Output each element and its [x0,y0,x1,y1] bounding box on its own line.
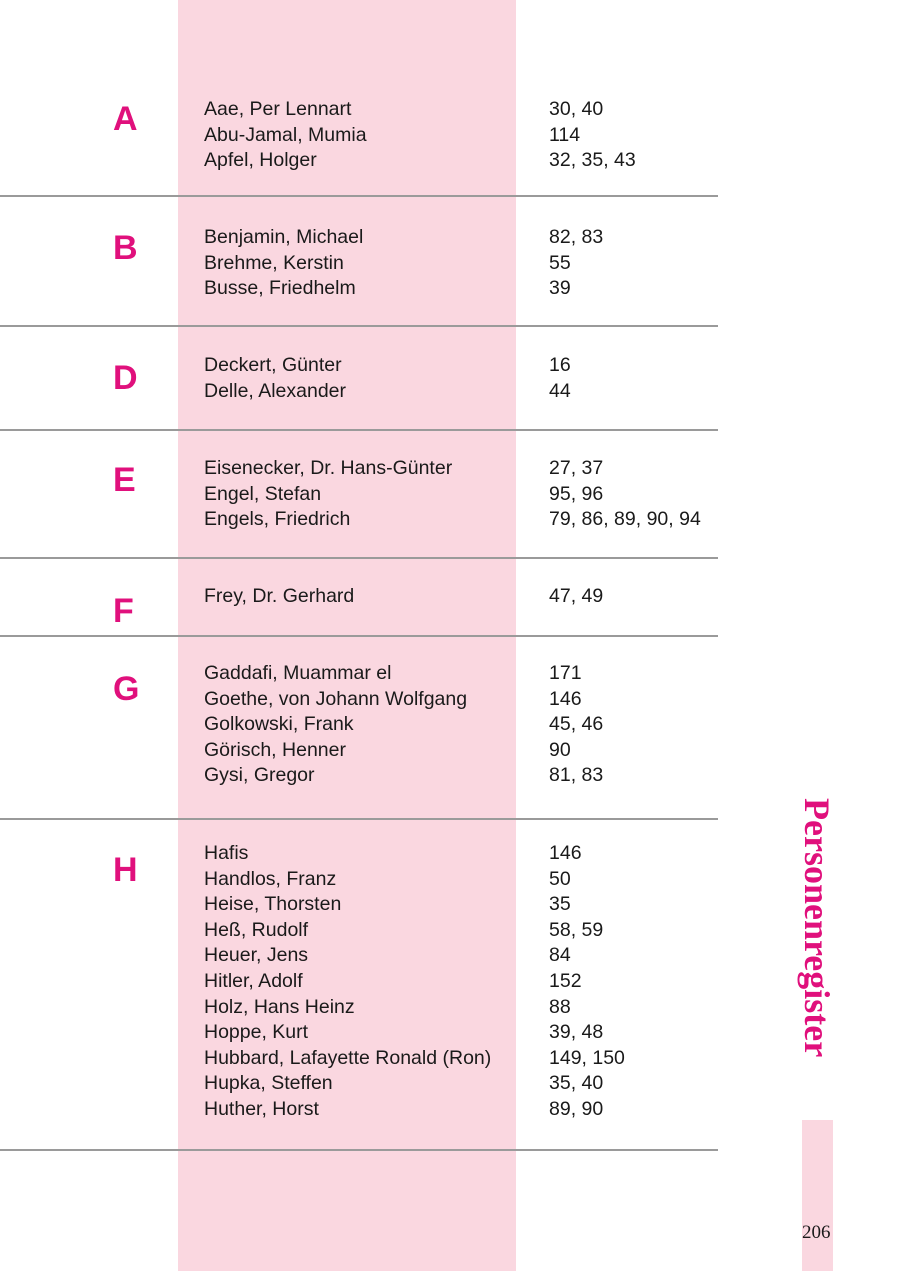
section-letter: F [113,592,134,630]
index-entry [0,969,718,995]
page-references: 35 [549,893,571,916]
section-letter: H [113,851,138,889]
page-number: 206 [802,1222,831,1243]
index-entry [0,1020,718,1046]
page-references: 32, 35, 43 [549,149,636,172]
person-name: Heuer, Jens [204,944,309,967]
index-entry [0,379,718,405]
page-references: 81, 83 [549,764,604,787]
index-entry [0,687,718,713]
index-entry [0,943,718,969]
person-name: Apfel, Holger [204,149,317,172]
page-references: 58, 59 [549,918,604,941]
index-entry [0,251,718,277]
index-entry [0,661,718,687]
page-references: 95, 96 [549,482,604,505]
person-name: Benjamin, Michael [204,226,364,248]
page-references: 39, 48 [549,1021,604,1044]
index-entry [0,1046,718,1072]
page-references: 16 [549,354,571,376]
person-name: Gaddafi, Muammar el [204,662,392,684]
index-entry [0,584,718,610]
page-references: 84 [549,944,571,967]
person-name: Gysi, Gregor [204,764,315,787]
person-name: Holz, Hans Heinz [204,995,355,1018]
index-entry [0,123,718,149]
index-entry [0,456,718,482]
index-entry [0,1097,718,1123]
section-divider [0,818,718,820]
page-references: 55 [549,251,571,274]
index-entry [0,995,718,1021]
person-name: Abu-Jamal, Mumia [204,123,367,146]
person-name: Golkowski, Frank [204,713,354,736]
page-references: 89, 90 [549,1097,604,1120]
person-name: Aae, Per Lennart [204,98,352,120]
page-references: 47, 49 [549,585,604,607]
page-references: 35, 40 [549,1072,604,1095]
index-entry [0,148,718,174]
person-name: Eisenecker, Dr. Hans-Günter [204,457,453,479]
page-references: 152 [549,969,582,992]
person-name: Huther, Horst [204,1097,319,1120]
page-references: 45, 46 [549,713,604,736]
page-references: 149, 150 [549,1046,625,1069]
page-tab-marker [802,1120,833,1271]
page-references: 146 [549,687,582,710]
index-entry [0,276,718,302]
page-references: 30, 40 [549,98,604,120]
section-divider [0,1149,718,1151]
person-name: Deckert, Günter [204,354,342,376]
entry-list [0,661,718,789]
person-name: Delle, Alexander [204,379,347,402]
person-name: Engel, Stefan [204,482,322,505]
index-entry [0,763,718,789]
section-divider [0,429,718,431]
page-references: 88 [549,995,571,1018]
index-entry [0,867,718,893]
person-name: Handlos, Franz [204,867,337,890]
page-references: 90 [549,738,571,761]
section-letter: A [113,100,138,138]
index-entry [0,353,718,379]
index-entry [0,225,718,251]
person-name: Hubbard, Lafayette Ronald (Ron) [204,1046,492,1069]
entry-list [0,584,718,610]
index-entry [0,712,718,738]
entry-list [0,456,718,533]
person-name: Hitler, Adolf [204,969,303,992]
entry-list [0,841,718,1123]
person-name: Brehme, Kerstin [204,251,344,274]
index-entry [0,1071,718,1097]
register-title: Personenregister [797,798,837,1058]
person-name: Heß, Rudolf [204,918,309,941]
index-entry [0,482,718,508]
section-letter: G [113,670,140,708]
section-divider [0,635,718,637]
entry-list [0,97,718,174]
page-references: 146 [549,842,582,864]
page-references: 114 [549,123,581,146]
person-name: Görisch, Henner [204,738,346,761]
section-letter: B [113,229,138,267]
person-name: Hupka, Steffen [204,1072,333,1095]
person-name: Hafis [204,842,249,864]
entry-list [0,353,718,404]
page-references: 44 [549,379,571,402]
person-name: Heise, Thorsten [204,893,342,916]
person-name: Engels, Friedrich [204,508,351,531]
person-name: Busse, Friedhelm [204,277,356,300]
page-references: 79, 86, 89, 90, 94 [549,508,701,531]
person-name: Goethe, von Johann Wolfgang [204,687,468,710]
entry-list [0,225,718,302]
section-letter: D [113,359,138,397]
index-entry [0,507,718,533]
index-entry [0,841,718,867]
person-name: Hoppe, Kurt [204,1021,309,1044]
section-letter: E [113,461,136,499]
index-entry [0,918,718,944]
section-divider [0,195,718,197]
page-references: 39 [549,277,571,300]
section-divider [0,325,718,327]
page-references: 171 [549,662,582,684]
index-entry [0,97,718,123]
index-entry [0,892,718,918]
section-divider [0,557,718,559]
index-entry [0,738,718,764]
page-references: 82, 83 [549,226,604,248]
page-references: 50 [549,867,571,890]
person-name: Frey, Dr. Gerhard [204,585,355,607]
page-references: 27, 37 [549,457,604,479]
